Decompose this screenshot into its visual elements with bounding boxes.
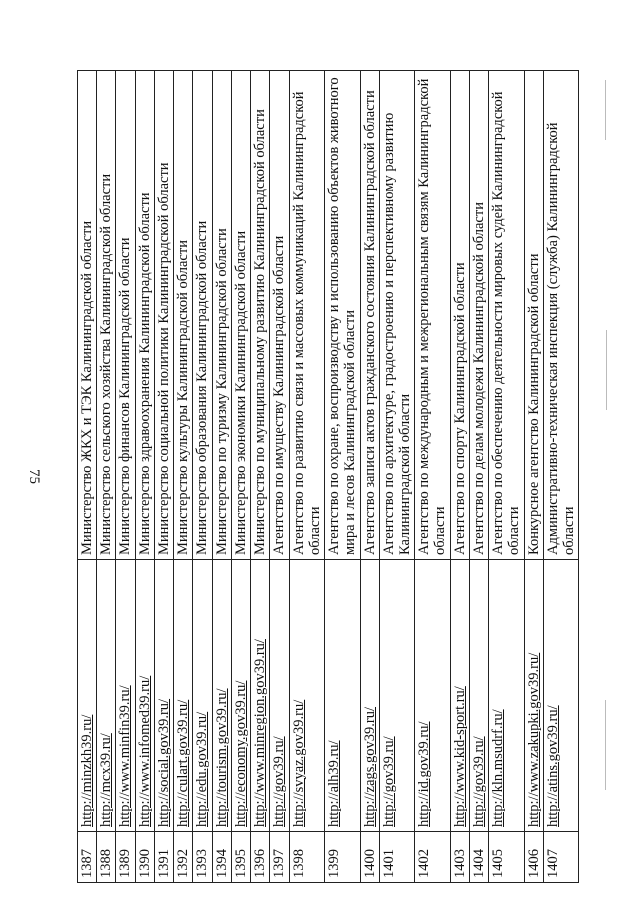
row-url-link[interactable]: http://alh39.ru/ — [326, 740, 343, 827]
row-organization-name: Агентство по обеспечению деятельности мировых судей Калининградской области — [489, 71, 524, 560]
row-url-link[interactable]: http://svyaz.gov39.ru/ — [290, 699, 307, 827]
row-number: 1406 — [524, 832, 543, 883]
row-url-cell — [212, 560, 231, 832]
row-number: 1390 — [135, 832, 154, 883]
row-organization-name: Министерство финансов Калининградской области — [116, 71, 135, 560]
margin-mark — [605, 80, 606, 140]
row-url-cell — [116, 560, 135, 832]
row-number: 1400 — [360, 832, 379, 883]
registry-table — [77, 70, 579, 883]
table-row — [489, 71, 524, 883]
row-url-link[interactable]: http://www.kid-sport.ru/ — [451, 686, 468, 827]
row-url-cell — [450, 560, 469, 832]
row-url-link[interactable]: http://www.zakupki.gov39.ru/ — [525, 652, 542, 827]
row-number: 1407 — [543, 832, 578, 883]
table-row — [360, 71, 379, 883]
row-url-link[interactable]: http://atins.gov39.ru/ — [544, 705, 561, 827]
row-number: 1387 — [78, 832, 97, 883]
row-number: 1388 — [97, 832, 116, 883]
table-row — [174, 71, 193, 883]
row-url-cell — [415, 560, 450, 832]
row-url-cell — [97, 560, 116, 832]
table-row — [97, 71, 116, 883]
row-number: 1389 — [116, 832, 135, 883]
table-row — [154, 71, 173, 883]
row-number: 1395 — [231, 832, 250, 883]
row-organization-name: Министерство по туризму Калининградской области — [212, 71, 231, 560]
row-number: 1394 — [212, 832, 231, 883]
row-url-cell — [135, 560, 154, 832]
table-row — [231, 71, 250, 883]
row-organization-name: Агентство по делам молодежи Калининградской области — [469, 71, 488, 560]
row-number: 1403 — [450, 832, 469, 883]
row-url-link[interactable]: http://mcx39.ru/ — [98, 733, 115, 827]
row-organization-name: Министерство социальной политики Калининградской области — [154, 71, 173, 560]
row-organization-name: Министерство здравоохранения Калининградской области — [135, 71, 154, 560]
table-row — [289, 71, 324, 883]
row-url-link[interactable]: http://kln.msudrf.ru/ — [490, 709, 507, 827]
row-url-link[interactable]: http://edu.gov39.ru/ — [194, 711, 211, 827]
row-number: 1401 — [379, 832, 414, 883]
table-row — [415, 71, 450, 883]
row-url-link[interactable]: http://www.minfin39.ru/ — [117, 685, 134, 827]
row-number: 1398 — [289, 832, 324, 883]
row-url-cell — [469, 560, 488, 832]
row-url-cell — [154, 560, 173, 832]
row-url-cell — [270, 560, 289, 832]
row-url-cell — [489, 560, 524, 832]
row-organization-name: Агентство по развитию связи и массовых коммуникаций Калининградской области — [289, 71, 324, 560]
row-url-cell — [78, 560, 97, 832]
margin-mark — [606, 330, 607, 410]
table-row — [212, 71, 231, 883]
row-number: 1392 — [174, 832, 193, 883]
row-number: 1399 — [325, 832, 360, 883]
row-url-link[interactable]: http://gov39.ru/ — [380, 736, 397, 827]
table-row — [78, 71, 97, 883]
row-number: 1396 — [251, 832, 270, 883]
row-number: 1405 — [489, 832, 524, 883]
row-url-link[interactable]: http://tourism.gov39.ru/ — [213, 688, 230, 827]
row-organization-name: Министерство экономики Калининградской области — [231, 71, 250, 560]
row-organization-name: Министерство по муниципальному развитию Калининградской области — [251, 71, 270, 560]
row-organization-name: Агентство записи актов гражданского состояния Калининградской области — [360, 71, 379, 560]
table-row — [116, 71, 135, 883]
row-url-cell — [325, 560, 360, 832]
row-url-link[interactable]: http://social.gov39.ru/ — [155, 698, 172, 827]
row-url-link[interactable]: http://gov39.ru/ — [470, 736, 487, 827]
row-url-link[interactable]: http://www.minregion.gov39.ru/ — [252, 639, 269, 827]
row-url-cell — [289, 560, 324, 832]
row-url-link[interactable]: http://minzkh39.ru/ — [79, 714, 95, 827]
row-url-link[interactable]: http://economy.gov39.ru/ — [232, 680, 249, 827]
row-organization-name: Агентство по архитектуре, градостроению и перспективному развитию Калининградской области — [379, 71, 414, 560]
row-url-cell — [379, 560, 414, 832]
row-organization-name: Министерство сельского хозяйства Калининградской области — [97, 71, 116, 560]
table-row — [469, 71, 488, 883]
row-url-link[interactable]: http://id.gov39.ru/ — [416, 721, 433, 827]
row-url-cell — [231, 560, 250, 832]
table-row — [524, 71, 543, 883]
table-row — [450, 71, 469, 883]
row-number: 1402 — [415, 832, 450, 883]
row-number: 1404 — [469, 832, 488, 883]
row-number: 1393 — [193, 832, 212, 883]
row-url-link[interactable]: http://culart.gov39.ru/ — [175, 699, 192, 827]
row-url-cell — [543, 560, 578, 832]
row-url-cell — [174, 560, 193, 832]
margin-mark — [605, 700, 606, 790]
row-organization-name: Министерство культуры Калининградской области — [174, 71, 193, 560]
page-number: 75 — [26, 469, 42, 484]
row-url-link[interactable]: http://zags.gov39.ru/ — [361, 706, 378, 827]
row-url-cell — [524, 560, 543, 832]
table-row — [251, 71, 270, 883]
row-organization-name: Министерство ЖКХ и ТЭК Калининградской области — [78, 71, 97, 560]
table-row — [325, 71, 360, 883]
table-row — [543, 71, 578, 883]
rotated-table-wrapper — [77, 70, 579, 883]
row-url-cell — [193, 560, 212, 832]
row-organization-name: Агентство по международным и межрегиональным связям Калининградской области — [415, 71, 450, 560]
row-url-cell — [360, 560, 379, 832]
row-organization-name: Агентство по спорту Калининградской области — [450, 71, 469, 560]
row-url-link[interactable]: http://www.infomed39.ru/ — [136, 675, 153, 827]
row-url-link[interactable]: http://gov39.ru/ — [271, 736, 288, 827]
row-number: 1397 — [270, 832, 289, 883]
row-number: 1391 — [154, 832, 173, 883]
row-organization-name: Конкурсное агентство Калининградской области — [524, 71, 543, 560]
table-row — [193, 71, 212, 883]
row-url-cell — [251, 560, 270, 832]
table-row — [270, 71, 289, 883]
table-row — [379, 71, 414, 883]
row-organization-name: Министерство образования Калининградской области — [193, 71, 212, 560]
table-row — [135, 71, 154, 883]
row-organization-name: Агентство по имуществу Калининградской области — [270, 71, 289, 560]
row-organization-name: Административно-техническая инспекция (служба) Калининградской области — [543, 71, 578, 560]
row-organization-name: Агентство по охране, воспроизводству и использованию объектов животного мира и лесов Калининградской области — [325, 71, 360, 560]
